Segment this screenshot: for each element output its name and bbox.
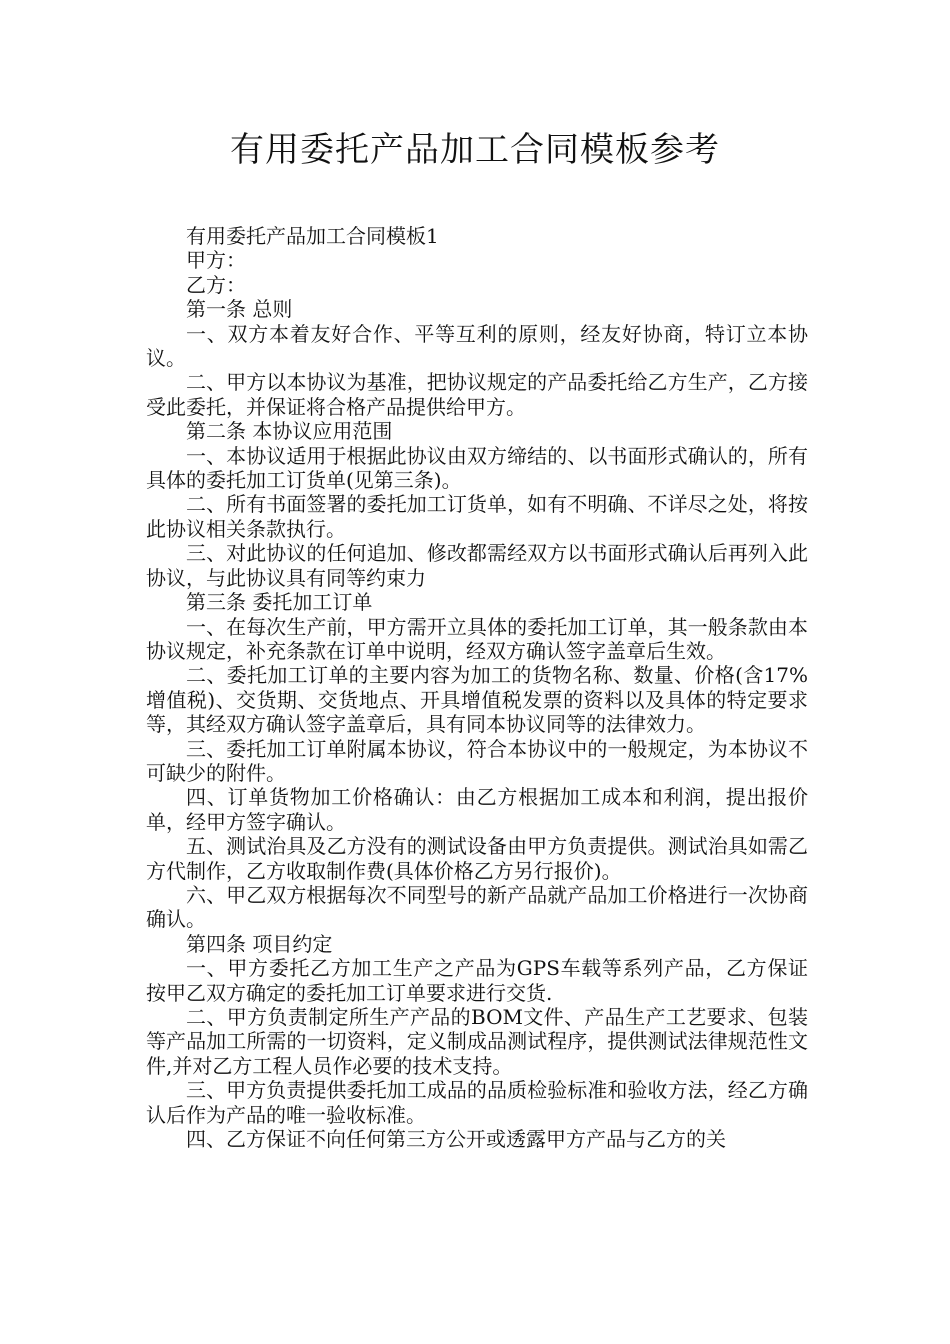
- paragraph: 一、甲方委托乙方加工生产之产品为GPS车载等系列产品，乙方保证按甲乙双方确定的委托加工订单要求进行交货.: [146, 956, 808, 1005]
- paragraph: 六、甲乙双方根据每次不同型号的新产品就产品加工价格进行一次协商确认。: [146, 882, 808, 932]
- paragraph: 三、委托加工订单附属本协议，符合本协议中的一般规定，为本协议不可缺少的附件。: [146, 736, 808, 785]
- paragraph: 有用委托产品加工合同模板1: [186, 224, 439, 248]
- paragraph: 一、双方本着友好合作、平等互利的原则，经友好协商，特订立本协议。: [146, 321, 808, 371]
- paragraph: 四、乙方保证不向任何第三方公开或透露甲方产品与乙方的关: [186, 1127, 726, 1152]
- section-heading: 第一条 总则: [186, 297, 293, 322]
- paragraph: 三、甲方负责提供委托加工成品的品质检验标准和验收方法，经乙方确认后作为产品的唯一验收标准。: [146, 1078, 808, 1127]
- paragraph: 二、所有书面签署的委托加工订货单，如有不明确、不详尽之处，将按此协议相关条款执行。: [146, 492, 808, 541]
- paragraph: 五、测试治具及乙方没有的测试设备由甲方负责提供。测试治具如需乙方代制作，乙方收取制作费(具体价格乙方另行报价)。: [146, 834, 808, 883]
- paragraph: 乙方：: [186, 272, 246, 297]
- section-heading: 第四条 项目约定: [186, 931, 333, 956]
- paragraph: 二、甲方负责制定所生产产品的BOM文件、产品生产工艺要求、包装等产品加工所需的一切资料，定义制成品测试程序，提供测试法律规范性文件,并对乙方工程人员作必要的技术支持。: [146, 1005, 808, 1078]
- document-body: [146, 224, 808, 1151]
- paragraph: 二、甲方以本协议为基准，把协议规定的产品委托给乙方生产，乙方接受此委托，并保证将合格产品提供给甲方。: [146, 370, 808, 419]
- paragraph: 一、在每次生产前，甲方需开立具体的委托加工订单，其一般条款由本协议规定，补充条款在订单中说明，经双方确认签字盖章后生效。: [146, 614, 808, 663]
- section-heading: 第二条 本协议应用范围: [186, 419, 393, 444]
- paragraph: 一、本协议适用于根据此协议由双方缔结的、以书面形式确认的，所有具体的委托加工订货单(见第三条)。: [146, 443, 808, 493]
- paragraph: 三、对此协议的任何追加、修改都需经双方以书面形式确认后再列入此协议，与此协议具有同等约束力: [146, 541, 808, 590]
- paragraph: 四、订单货物加工价格确认：由乙方根据加工成本和利润，提出报价单，经甲方签字确认。: [146, 785, 808, 834]
- section-heading: 第三条 委托加工订单: [186, 590, 373, 615]
- paragraph: 二、委托加工订单的主要内容为加工的货物名称、数量、价格(含17%增值税)、交货期、交货地点、开具增值税发票的资料以及具体的特定要求等，其经双方确认签字盖章后，具有同本协议同等的法律效力。: [146, 663, 808, 737]
- paragraph: 甲方：: [186, 248, 246, 273]
- document-title: 有用委托产品加工合同模板参考: [230, 130, 720, 170]
